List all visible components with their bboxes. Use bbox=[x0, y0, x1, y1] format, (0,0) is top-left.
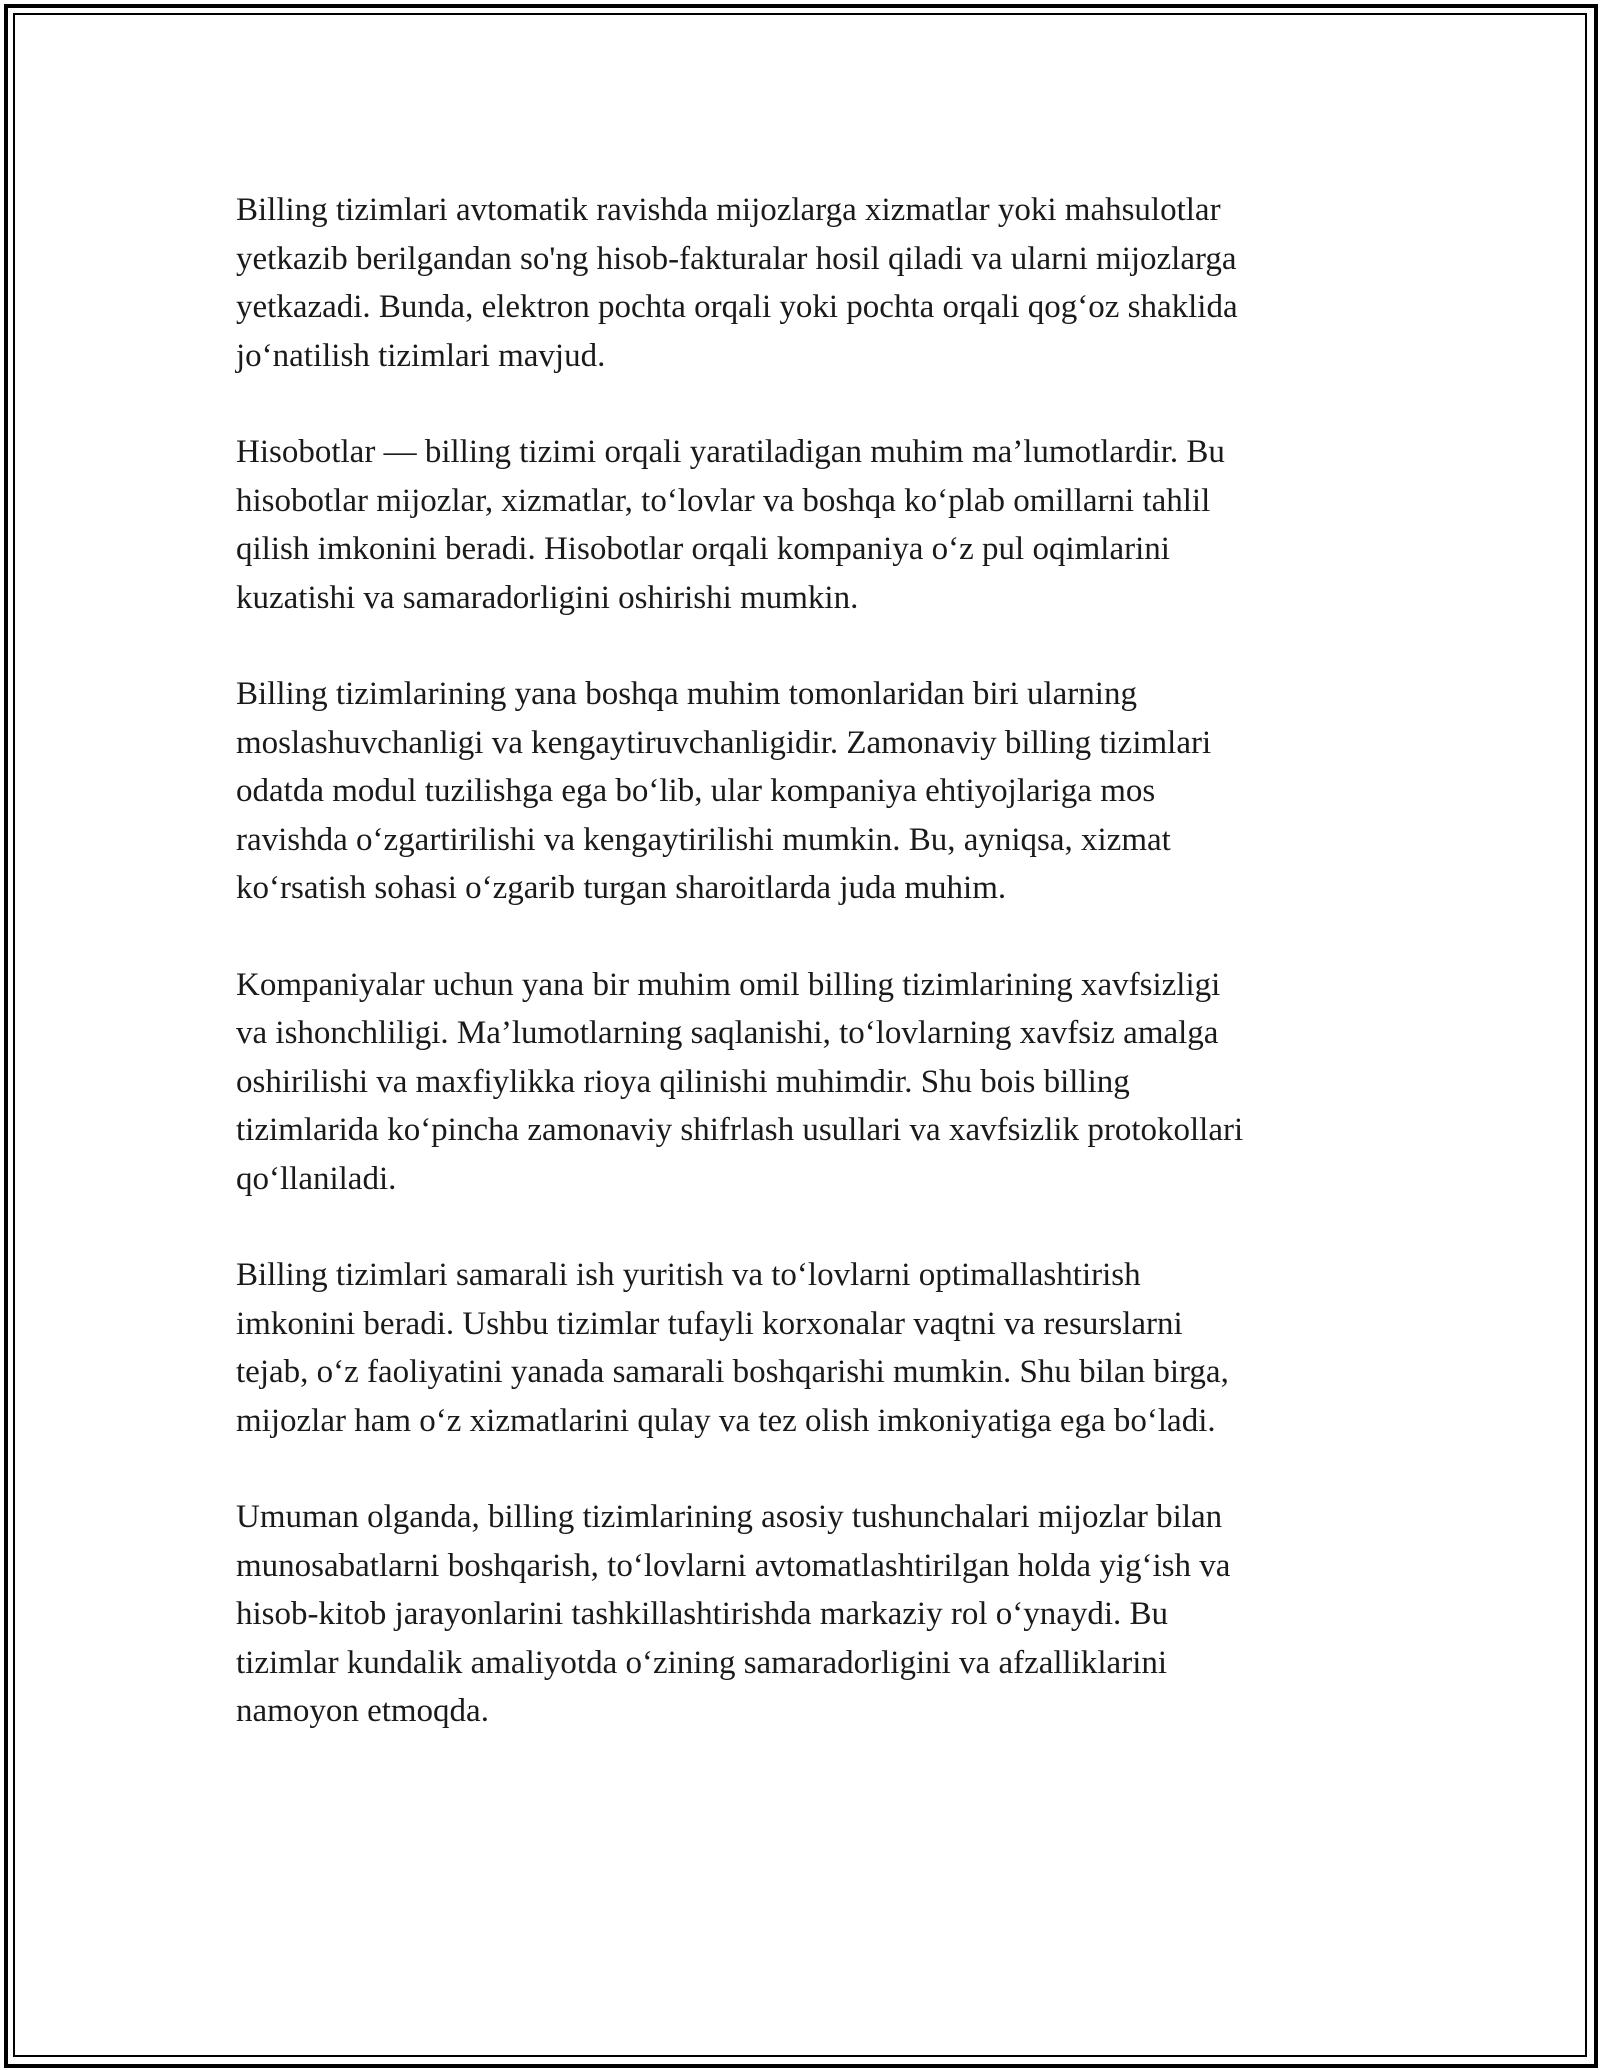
paragraph-2: Hisobotlar — billing tizimi orqali yaratiladigan muhim ma’lumotlardir. Bu hisobotlar mijozlar, xizmatlar, to‘lovlar va boshqa ko‘plab omillarni tahlil qilish imkonini beradi. Hisobotlar orqali kompaniya o‘z pul oqimlarini kuzatishi va samaradorligini oshirishi mumkin. bbox=[236, 434, 1225, 616]
paragraph-1: Billing tizimlari avtomatik ravishda mijozlarga xizmatlar yoki mahsulotlar yetkazib berilgandan so'ng hisob-fakturalar hosil qiladi va ularni mijozlarga yetkazadi. Bunda, elektron pochta orqali yoki pochta orqali qog‘oz shaklida jo‘natilish tizimlari mavjud. bbox=[236, 192, 1238, 374]
paragraph-4: Kompaniyalar uchun yana bir muhim omil billing tizimlarining xavfsizligi va ishonchliligi. Ma’lumotlarning saqlanishi, to‘lovlarning xavfsiz amalga oshirilishi va maxfiylikka rioya qilinishi muhimdir. Shu bois billing tizimlarida ko‘pincha zamonaviy shifrlash usullari va xavfsizlik protokollari qo‘llaniladi. bbox=[236, 966, 1244, 1197]
paragraph-5: Billing tizimlari samarali ish yuritish va to‘lovlarni optimallashtirish imkonini beradi. Ushbu tizimlar tufayli korxonalar vaqtni va resurslarni tejab, o‘z faoliyatini yanada samarali boshqarishi mumkin. Shu bilan birga, mijozlar ham o‘z xizmatlarini qulay va tez olish imkoniyatiga ega bo‘ladi. bbox=[236, 1257, 1229, 1439]
document-body bbox=[236, 186, 1366, 1784]
paragraph-3: Billing tizimlarining yana boshqa muhim tomonlaridan biri ularning moslashuvchanligi va kengaytiruvchanligidir. Zamonaviy billing tizimlari odatda modul tuzilishga ega bo‘lib, ular kompaniya ehtiyojlariga mos ravishda o‘zgartirilishi va kengaytirilishi mumkin. Bu, ayniqsa, xizmat ko‘rsatish sohasi o‘zgarib turgan sharoitlarda juda muhim. bbox=[236, 676, 1212, 906]
paragraph-6: Umuman olganda, billing tizimlarining asosiy tushunchalari mijozlar bilan munosabatlarni boshqarish, to‘lovlarni avtomatlashtirilgan holda yig‘ish va hisob-kitob jarayonlarini tashkillashtirishda markaziy rol o‘ynaydi. Bu tizimlar kundalik amaliyotda o‘zining samaradorligini va afzalliklarini namoyon etmoqda. bbox=[236, 1499, 1231, 1729]
